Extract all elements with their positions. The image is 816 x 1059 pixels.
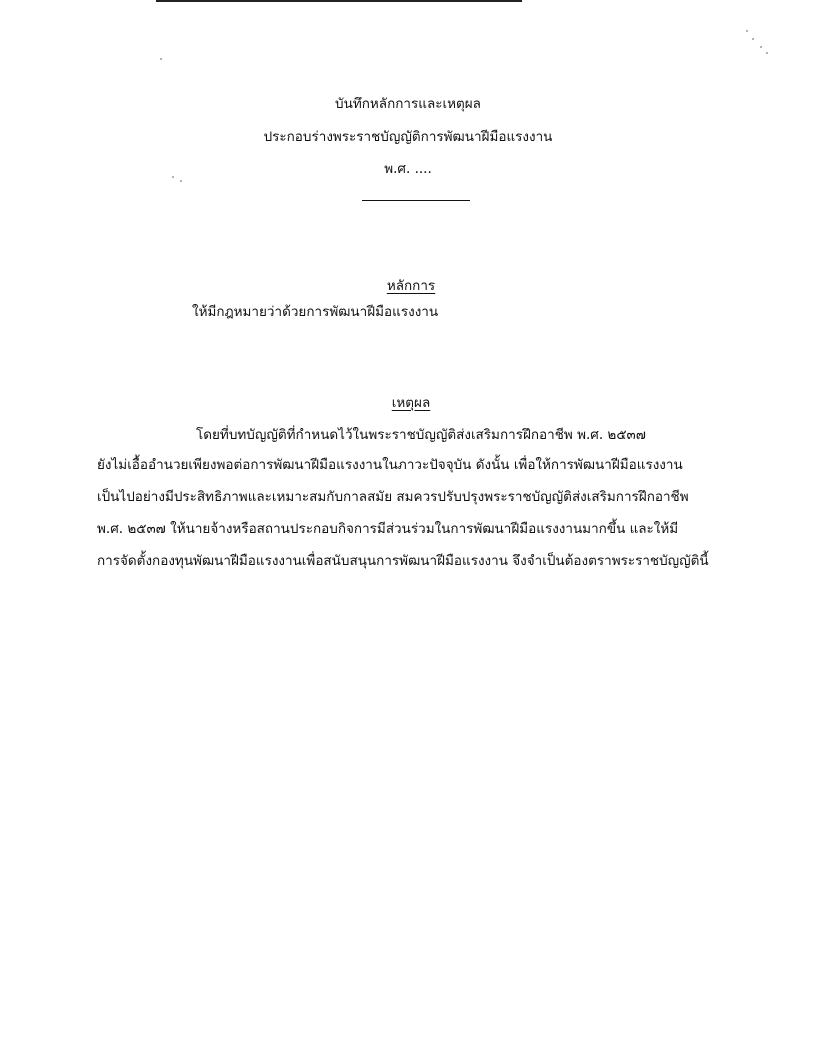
document-subtitle: ประกอบร่างพระราชบัญญัติการพัฒนาฝีมือแรงงาน [263,129,553,145]
document-title: บันทึกหลักการและเหตุผล [335,96,481,112]
reason-line: โดยที่บทบัญญัติที่กำหนดไว้ในพระราชบัญญัติส่งเสริมการฝึกอาชีพ พ.ศ. ๒๕๓๗ [196,427,646,443]
header-divider [362,200,470,201]
scan-speck [160,58,162,60]
reason-line: ยังไม่เอื้ออำนวยเพียงพอต่อการพัฒนาฝีมือแรงงานในภาวะปัจจุบัน ดังนั้น เพื่อให้การพัฒนาฝีมือแรงงาน [97,457,683,473]
principle-text: ให้มีกฎหมายว่าด้วยการพัฒนาฝีมือแรงงาน [192,304,439,320]
scan-speck [760,46,762,48]
principle-heading: หลักการ [386,278,436,294]
reason-line: เป็นไปอย่างมีประสิทธิภาพและเหมาะสมกับกาลสมัย สมควรปรับปรุงพระราชบัญญัติส่งเสริมการฝึกอาชีพ [97,489,689,505]
reason-line: การจัดตั้งกองทุนพัฒนาฝีมือแรงงานเพื่อสนับสนุนการพัฒนาฝีมือแรงงาน จึงจำเป็นต้องตราพระราชบัญญัตินี้ [97,553,709,569]
scan-speck [766,52,768,54]
scan-speck [746,30,748,32]
reason-line: พ.ศ. ๒๕๓๗ ให้นายจ้างหรือสถานประกอบกิจการมีส่วนร่วมในการพัฒนาฝีมือแรงงานมากขึ้น และให้มี [97,521,679,537]
document-year: พ.ศ. .... [384,161,432,177]
scan-speck [180,180,182,182]
scan-speck [752,38,754,40]
reason-heading: เหตุผล [391,395,431,411]
top-border-line [156,0,522,2]
